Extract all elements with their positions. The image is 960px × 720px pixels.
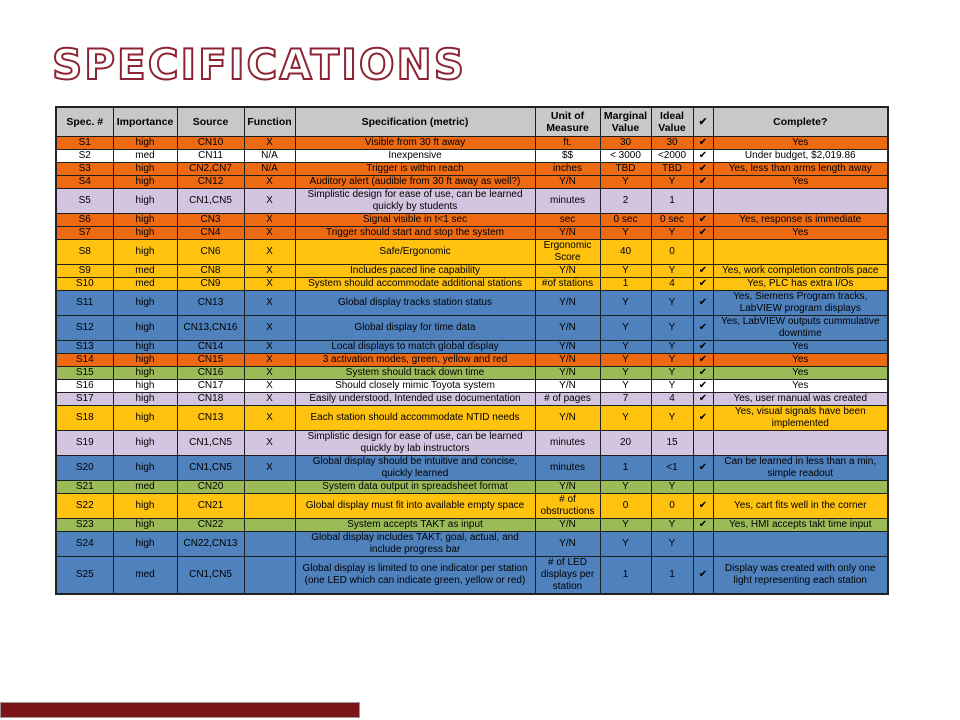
cell-function	[244, 557, 295, 595]
cell-check-icon: ✔	[693, 150, 713, 163]
cell-complete	[713, 532, 888, 557]
cell-spec-number: S15	[56, 367, 113, 380]
cell-unit: Y/N	[535, 380, 600, 393]
cell-spec-number: S24	[56, 532, 113, 557]
cell-spec-number: S5	[56, 189, 113, 214]
cell-unit: Y/N	[535, 265, 600, 278]
cell-source: CN20	[177, 481, 244, 494]
cell-ideal-value: <1	[651, 456, 693, 481]
cell-marginal-value: Y	[600, 367, 651, 380]
table-row	[56, 367, 888, 380]
table-row	[56, 163, 888, 176]
cell-ideal-value: Y	[651, 532, 693, 557]
cell-spec-number: S9	[56, 265, 113, 278]
cell-complete: Yes	[713, 367, 888, 380]
specifications-table	[55, 106, 889, 595]
cell-source: CN16	[177, 367, 244, 380]
cell-complete	[713, 189, 888, 214]
table-row	[56, 278, 888, 291]
cell-importance: high	[113, 240, 177, 265]
cell-ideal-value: Y	[651, 354, 693, 367]
cell-function: X	[244, 137, 295, 150]
cell-specification: Global display includes TAKT, goal, actual, and include progress bar	[295, 532, 535, 557]
header-ideal-value: Ideal Value	[651, 107, 693, 137]
cell-unit: minutes	[535, 189, 600, 214]
cell-marginal-value: Y	[600, 519, 651, 532]
table-row	[56, 291, 888, 316]
table-row	[56, 137, 888, 150]
cell-spec-number: S11	[56, 291, 113, 316]
cell-ideal-value: Y	[651, 291, 693, 316]
cell-spec-number: S14	[56, 354, 113, 367]
cell-ideal-value: 0	[651, 494, 693, 519]
cell-specification: Should closely mimic Toyota system	[295, 380, 535, 393]
cell-complete: Yes, Siemens Program tracks, LabVIEW program displays	[713, 291, 888, 316]
cell-function: X	[244, 189, 295, 214]
table-row	[56, 150, 888, 163]
cell-source: CN2,CN7	[177, 163, 244, 176]
cell-importance: high	[113, 380, 177, 393]
cell-function: X	[244, 265, 295, 278]
cell-function: X	[244, 380, 295, 393]
cell-unit: Y/N	[535, 291, 600, 316]
cell-importance: high	[113, 532, 177, 557]
cell-specification: Global display must fit into available empty space	[295, 494, 535, 519]
cell-source: CN8	[177, 265, 244, 278]
cell-function: X	[244, 393, 295, 406]
cell-spec-number: S22	[56, 494, 113, 519]
cell-spec-number: S4	[56, 176, 113, 189]
cell-function: X	[244, 431, 295, 456]
header-source: Source	[177, 107, 244, 137]
cell-spec-number: S13	[56, 341, 113, 354]
cell-check-icon	[693, 431, 713, 456]
cell-importance: high	[113, 354, 177, 367]
cell-specification: Simplistic design for ease of use, can be learned quickly by lab instructors	[295, 431, 535, 456]
cell-function: X	[244, 354, 295, 367]
cell-complete: Yes, LabVIEW outputs cummulative downtime	[713, 316, 888, 341]
cell-unit: $$	[535, 150, 600, 163]
cell-ideal-value: Y	[651, 341, 693, 354]
cell-spec-number: S17	[56, 393, 113, 406]
cell-marginal-value: 7	[600, 393, 651, 406]
cell-check-icon: ✔	[693, 341, 713, 354]
cell-importance: high	[113, 189, 177, 214]
cell-importance: high	[113, 227, 177, 240]
cell-marginal-value: 0 sec	[600, 214, 651, 227]
cell-function: X	[244, 214, 295, 227]
cell-source: CN9	[177, 278, 244, 291]
cell-complete: Yes	[713, 354, 888, 367]
cell-spec-number: S8	[56, 240, 113, 265]
cell-source: CN1,CN5	[177, 557, 244, 595]
cell-marginal-value: 1	[600, 278, 651, 291]
cell-unit: Ergonomic Score	[535, 240, 600, 265]
header-unit: Unit of Measure	[535, 107, 600, 137]
cell-importance: high	[113, 176, 177, 189]
cell-unit: Y/N	[535, 519, 600, 532]
cell-function: X	[244, 240, 295, 265]
cell-source: CN3	[177, 214, 244, 227]
cell-complete: Yes, less than arms length away	[713, 163, 888, 176]
cell-source: CN21	[177, 494, 244, 519]
cell-marginal-value: 1	[600, 456, 651, 481]
cell-unit: ft.	[535, 137, 600, 150]
cell-function: N/A	[244, 150, 295, 163]
table-row	[56, 240, 888, 265]
table-header-row	[56, 107, 888, 137]
cell-unit: Y/N	[535, 406, 600, 431]
cell-ideal-value: 1	[651, 189, 693, 214]
cell-source: CN4	[177, 227, 244, 240]
cell-function: X	[244, 406, 295, 431]
cell-specification: Trigger is within reach	[295, 163, 535, 176]
cell-marginal-value: Y	[600, 265, 651, 278]
table-row	[56, 406, 888, 431]
table-row	[56, 354, 888, 367]
cell-specification: System data output in spreadsheet format	[295, 481, 535, 494]
cell-ideal-value: 1	[651, 557, 693, 595]
cell-spec-number: S23	[56, 519, 113, 532]
cell-specification: Auditory alert (audible from 30 ft away as well?)	[295, 176, 535, 189]
cell-complete: Yes	[713, 341, 888, 354]
cell-check-icon: ✔	[693, 291, 713, 316]
cell-function: N/A	[244, 163, 295, 176]
cell-source: CN6	[177, 240, 244, 265]
cell-importance: med	[113, 557, 177, 595]
cell-spec-number: S18	[56, 406, 113, 431]
cell-unit: minutes	[535, 456, 600, 481]
cell-specification: Global display should be intuitive and concise, quickly learned	[295, 456, 535, 481]
cell-marginal-value: 40	[600, 240, 651, 265]
cell-importance: med	[113, 150, 177, 163]
cell-source: CN1,CN5	[177, 189, 244, 214]
cell-function	[244, 481, 295, 494]
cell-spec-number: S12	[56, 316, 113, 341]
cell-spec-number: S6	[56, 214, 113, 227]
header-importance: Importance	[113, 107, 177, 137]
table-row	[56, 189, 888, 214]
cell-marginal-value: 20	[600, 431, 651, 456]
cell-source: CN12	[177, 176, 244, 189]
cell-specification: Inexpensive	[295, 150, 535, 163]
cell-source: CN13	[177, 406, 244, 431]
table-row	[56, 176, 888, 189]
cell-complete: Yes, visual signals have been implemented	[713, 406, 888, 431]
cell-check-icon: ✔	[693, 367, 713, 380]
cell-ideal-value: Y	[651, 481, 693, 494]
cell-ideal-value: 4	[651, 393, 693, 406]
cell-ideal-value: Y	[651, 176, 693, 189]
cell-importance: high	[113, 291, 177, 316]
cell-specification: Signal visible in t<1 sec	[295, 214, 535, 227]
cell-function: X	[244, 176, 295, 189]
header-specification: Specification (metric)	[295, 107, 535, 137]
cell-importance: high	[113, 316, 177, 341]
cell-source: CN15	[177, 354, 244, 367]
cell-source: CN1,CN5	[177, 456, 244, 481]
cell-source: CN13,CN16	[177, 316, 244, 341]
header-check-icon: ✔	[693, 107, 713, 137]
cell-marginal-value: Y	[600, 406, 651, 431]
cell-check-icon: ✔	[693, 214, 713, 227]
cell-check-icon: ✔	[693, 380, 713, 393]
cell-ideal-value: Y	[651, 227, 693, 240]
cell-source: CN1,CN5	[177, 431, 244, 456]
cell-ideal-value: Y	[651, 519, 693, 532]
cell-function: X	[244, 341, 295, 354]
cell-importance: med	[113, 481, 177, 494]
cell-spec-number: S7	[56, 227, 113, 240]
cell-specification: Trigger should start and stop the system	[295, 227, 535, 240]
cell-check-icon: ✔	[693, 163, 713, 176]
cell-ideal-value: 0 sec	[651, 214, 693, 227]
cell-ideal-value: TBD	[651, 163, 693, 176]
cell-specification: Local displays to match global display	[295, 341, 535, 354]
cell-complete: Yes	[713, 176, 888, 189]
cell-check-icon: ✔	[693, 456, 713, 481]
cell-complete: Yes, HMI accepts takt time input	[713, 519, 888, 532]
cell-check-icon	[693, 240, 713, 265]
cell-source: CN10	[177, 137, 244, 150]
cell-function	[244, 494, 295, 519]
cell-unit: Y/N	[535, 227, 600, 240]
cell-unit: Y/N	[535, 176, 600, 189]
cell-importance: high	[113, 341, 177, 354]
table-row	[56, 481, 888, 494]
cell-spec-number: S2	[56, 150, 113, 163]
cell-complete: Yes	[713, 137, 888, 150]
cell-check-icon: ✔	[693, 278, 713, 291]
cell-function: X	[244, 316, 295, 341]
cell-specification: Global display tracks station status	[295, 291, 535, 316]
cell-check-icon: ✔	[693, 227, 713, 240]
cell-specification: Global display is limited to one indicator per station (one LED which can indicate green, yellow or red)	[295, 557, 535, 595]
table-row	[56, 265, 888, 278]
cell-check-icon: ✔	[693, 265, 713, 278]
cell-check-icon: ✔	[693, 354, 713, 367]
table-row	[56, 456, 888, 481]
table-row	[56, 532, 888, 557]
cell-unit: Y/N	[535, 341, 600, 354]
table-row	[56, 519, 888, 532]
table-row	[56, 214, 888, 227]
cell-importance: high	[113, 406, 177, 431]
cell-marginal-value: 1	[600, 557, 651, 595]
cell-specification: Each station should accommodate NTID needs	[295, 406, 535, 431]
cell-specification: System accepts TAKT as input	[295, 519, 535, 532]
cell-check-icon	[693, 532, 713, 557]
cell-importance: high	[113, 519, 177, 532]
cell-unit: Y/N	[535, 481, 600, 494]
cell-check-icon: ✔	[693, 316, 713, 341]
cell-ideal-value: Y	[651, 316, 693, 341]
header-complete: Complete?	[713, 107, 888, 137]
cell-marginal-value: Y	[600, 481, 651, 494]
cell-importance: med	[113, 278, 177, 291]
cell-marginal-value: 0	[600, 494, 651, 519]
cell-complete: Yes, PLC has extra I/Os	[713, 278, 888, 291]
cell-unit: Y/N	[535, 532, 600, 557]
cell-ideal-value: Y	[651, 265, 693, 278]
cell-complete: Under budget, $2,019.86	[713, 150, 888, 163]
cell-complete: Yes	[713, 380, 888, 393]
cell-ideal-value: Y	[651, 406, 693, 431]
cell-specification: Includes paced line capability	[295, 265, 535, 278]
cell-source: CN22,CN13	[177, 532, 244, 557]
table-row	[56, 341, 888, 354]
cell-importance: high	[113, 137, 177, 150]
cell-importance: med	[113, 265, 177, 278]
cell-marginal-value: Y	[600, 176, 651, 189]
cell-unit: # of pages	[535, 393, 600, 406]
cell-spec-number: S21	[56, 481, 113, 494]
cell-check-icon: ✔	[693, 176, 713, 189]
cell-marginal-value: 30	[600, 137, 651, 150]
cell-complete: Can be learned in less than a min, simple readout	[713, 456, 888, 481]
cell-unit: Y/N	[535, 354, 600, 367]
cell-spec-number: S19	[56, 431, 113, 456]
cell-unit: inches	[535, 163, 600, 176]
cell-marginal-value: Y	[600, 532, 651, 557]
cell-marginal-value: TBD	[600, 163, 651, 176]
table-row	[56, 316, 888, 341]
cell-marginal-value: Y	[600, 354, 651, 367]
cell-unit: minutes	[535, 431, 600, 456]
cell-specification: Simplistic design for ease of use, can be learned quickly by students	[295, 189, 535, 214]
cell-check-icon	[693, 189, 713, 214]
table-row	[56, 494, 888, 519]
cell-marginal-value: Y	[600, 316, 651, 341]
header-function: Function	[244, 107, 295, 137]
cell-specification: Visible from 30 ft away	[295, 137, 535, 150]
table-row	[56, 393, 888, 406]
cell-spec-number: S1	[56, 137, 113, 150]
cell-spec-number: S20	[56, 456, 113, 481]
table-row	[56, 431, 888, 456]
cell-complete	[713, 240, 888, 265]
cell-unit: #of stations	[535, 278, 600, 291]
cell-ideal-value: <2000	[651, 150, 693, 163]
table-row	[56, 557, 888, 595]
table-row	[56, 227, 888, 240]
cell-source: CN18	[177, 393, 244, 406]
cell-check-icon: ✔	[693, 406, 713, 431]
cell-unit: # of obstructions	[535, 494, 600, 519]
cell-specification: Easily understood, Intended use documentation	[295, 393, 535, 406]
cell-complete	[713, 481, 888, 494]
cell-check-icon	[693, 481, 713, 494]
cell-unit: sec	[535, 214, 600, 227]
table-row	[56, 380, 888, 393]
cell-complete: Yes, response is immediate	[713, 214, 888, 227]
cell-specification: System should track down time	[295, 367, 535, 380]
header-spec-number: Spec. #	[56, 107, 113, 137]
cell-spec-number: S16	[56, 380, 113, 393]
cell-ideal-value: 30	[651, 137, 693, 150]
cell-function: X	[244, 456, 295, 481]
cell-ideal-value: Y	[651, 367, 693, 380]
cell-complete: Yes	[713, 227, 888, 240]
cell-marginal-value: Y	[600, 291, 651, 316]
cell-unit: Y/N	[535, 367, 600, 380]
cell-source: CN13	[177, 291, 244, 316]
cell-marginal-value: Y	[600, 227, 651, 240]
cell-importance: high	[113, 214, 177, 227]
cell-complete	[713, 431, 888, 456]
cell-importance: high	[113, 431, 177, 456]
cell-marginal-value: 2	[600, 189, 651, 214]
cell-specification: Safe/Ergonomic	[295, 240, 535, 265]
cell-ideal-value: 4	[651, 278, 693, 291]
cell-source: CN11	[177, 150, 244, 163]
cell-complete: Display was created with only one light representing each station	[713, 557, 888, 595]
cell-complete: Yes, user manual was created	[713, 393, 888, 406]
cell-importance: high	[113, 456, 177, 481]
cell-check-icon: ✔	[693, 557, 713, 595]
cell-complete: Yes, work completion controls pace	[713, 265, 888, 278]
table-body	[56, 137, 888, 595]
cell-source: CN17	[177, 380, 244, 393]
cell-marginal-value: Y	[600, 341, 651, 354]
cell-marginal-value: < 3000	[600, 150, 651, 163]
cell-ideal-value: Y	[651, 380, 693, 393]
cell-check-icon: ✔	[693, 393, 713, 406]
cell-function: X	[244, 278, 295, 291]
cell-check-icon: ✔	[693, 137, 713, 150]
page-title: SPECIFICATIONS	[52, 40, 466, 89]
cell-importance: high	[113, 163, 177, 176]
cell-function: X	[244, 227, 295, 240]
header-marginal-value: Marginal Value	[600, 107, 651, 137]
cell-function	[244, 519, 295, 532]
cell-function: X	[244, 367, 295, 380]
cell-specification: System should accommodate additional stations	[295, 278, 535, 291]
cell-unit: # of LED displays per station	[535, 557, 600, 595]
cell-specification: 3 activation modes, green, yellow and red	[295, 354, 535, 367]
cell-importance: high	[113, 393, 177, 406]
cell-spec-number: S10	[56, 278, 113, 291]
cell-ideal-value: 15	[651, 431, 693, 456]
cell-marginal-value: Y	[600, 380, 651, 393]
cell-function: X	[244, 291, 295, 316]
cell-unit: Y/N	[535, 316, 600, 341]
footer-bar	[0, 702, 360, 718]
cell-check-icon: ✔	[693, 519, 713, 532]
cell-specification: Global display for time data	[295, 316, 535, 341]
cell-spec-number: S3	[56, 163, 113, 176]
cell-ideal-value: 0	[651, 240, 693, 265]
cell-function	[244, 532, 295, 557]
cell-check-icon: ✔	[693, 494, 713, 519]
cell-source: CN14	[177, 341, 244, 354]
cell-source: CN22	[177, 519, 244, 532]
cell-complete: Yes, cart fits well in the corner	[713, 494, 888, 519]
cell-spec-number: S25	[56, 557, 113, 595]
cell-importance: high	[113, 367, 177, 380]
cell-importance: high	[113, 494, 177, 519]
